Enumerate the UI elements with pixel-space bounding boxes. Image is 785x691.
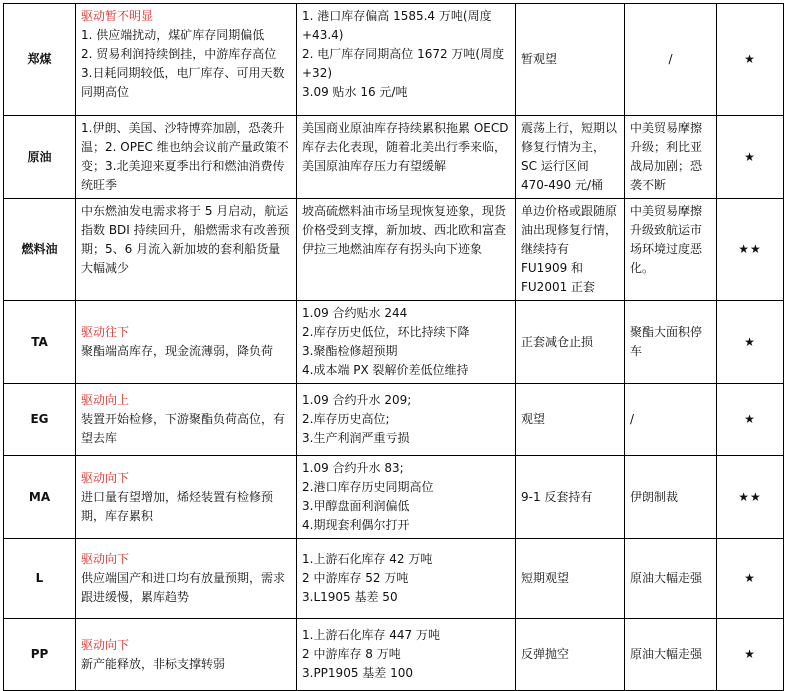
table-row [4,4,784,116]
table-row [4,539,784,619]
commodity-name: 燃料油 [4,199,76,301]
table-row [4,301,784,384]
inventory-line: 2.库存历史高位; [302,412,390,426]
inventory-line: 1.09 合约贴水 244 [302,306,408,320]
fundamental-line: 1. 供应端扰动，煤矿库存同期偏低 [81,28,265,42]
commodity-name: L [4,539,76,619]
inventory-line: 1.上游石化库存 447 万吨 [302,628,440,642]
fundamentals-cell [76,384,297,456]
risk-cell: 原油大幅走强 [625,539,717,619]
inventory-line: 3.甲醇盘面利润偏低 [302,499,410,513]
commodity-name: PP [4,619,76,691]
strategy-cell: 9-1 反套持有 [516,456,625,539]
fundamentals-cell [76,619,297,691]
inventory-line: 3.聚酯检修超预期 [302,344,398,358]
fundamental-line: 装置开始检修，下游聚酯负荷高位，有望去库 [81,412,286,445]
inventory-line: 2.港口库存历史同期高位 [302,480,434,494]
risk-cell: 伊朗制裁 [625,456,717,539]
commodity-name: 郑煤 [4,4,76,116]
rating-stars: ★ [717,4,784,116]
table-row [4,619,784,691]
inventory-line: 坡高硫燃料油市场呈现恢复迹象，现货价格受到支撑，新加坡、西北欧和富查伊拉三地燃油库存有拐头向下迹象 [302,204,507,256]
driver-label: 驱动向下 [81,637,130,652]
inventory-line: 2. 电厂库存同期高位 1672 万吨(周度+32) [302,47,505,80]
commodity-strategy-table [3,3,784,691]
inventory-line: 4.期现套利偶尔打开 [302,518,410,532]
fundamentals-cell [76,199,297,301]
fundamentals-cell [76,539,297,619]
rating-stars: ★ [717,301,784,384]
inventory-line: 3.L1905 基差 50 [302,590,398,604]
inventory-cell [297,116,516,199]
strategy-cell: 震荡上行，短期以修复行情为主，SC 运行区间 470-490 元/桶 [516,116,625,199]
fundamentals-cell [76,301,297,384]
commodity-name: 原油 [4,116,76,199]
inventory-line: 1.上游石化库存 42 万吨 [302,552,433,566]
commodity-name: TA [4,301,76,384]
inventory-cell [297,4,516,116]
rating-stars: ★★ [717,456,784,539]
table-row [4,199,784,301]
inventory-cell [297,301,516,384]
table-row [4,456,784,539]
rating-stars: ★ [717,539,784,619]
table-row [4,116,784,199]
rating-stars: ★★ [717,199,784,301]
fundamentals-cell [76,116,297,199]
commodity-name: EG [4,384,76,456]
inventory-line: 1.09 合约升水 209; [302,393,412,407]
inventory-line: 4.成本端 PX 裂解价差低位维持 [302,363,469,377]
risk-cell: 原油大幅走强 [625,619,717,691]
risk-cell: 聚酯大面积停车 [625,301,717,384]
inventory-line: 2 中游库存 52 万吨 [302,571,409,585]
fundamental-line: 聚酯端高库存，现金流薄弱，降负荷 [81,344,274,358]
fundamentals-cell [76,456,297,539]
inventory-line: 3.09 贴水 16 元/吨 [302,85,408,99]
inventory-line: 3.PP1905 基差 100 [302,666,413,680]
fundamental-line: 1.伊朗、美国、沙特博弈加剧，恐袭升温；2. OPEC 维也纳会议前产量政策不变；3.北美迎来夏季出行和燃油消费传统旺季 [81,121,289,192]
commodity-name: MA [4,456,76,539]
strategy-cell: 反弹抛空 [516,619,625,691]
fundamentals-cell [76,4,297,116]
fundamental-line: 新产能释放，非标支撑转弱 [81,656,226,671]
strategy-cell: 单边价格或跟随原油出现修复行情，继续持有 FU1909 和 FU2001 正套 [516,199,625,301]
rating-stars: ★ [717,619,784,691]
driver-label: 驱动向上 [81,393,130,407]
driver-label: 驱动向下 [81,470,130,485]
inventory-line: 美国商业原油库存持续累积拖累 OECD 库存去化表现，随着北美出行季来临，美国原油库存压力有望缓解 [302,121,509,173]
strategy-cell: 正套减仓止损 [516,301,625,384]
fundamental-line: 中东燃油发电需求将于 5 月启动，航运指数 BDI 持续回升，船燃需求有改善预期；5、6 月流入新加坡的套利船货量大幅减少 [81,204,290,275]
fundamental-line: 2. 贸易利润持续倒挂，中游库存高位 3.日耗同期较低，电厂库存、可用天数同期高位 [81,47,285,99]
rating-stars: ★ [717,384,784,456]
rating-stars: ★ [717,116,784,199]
inventory-cell [297,539,516,619]
inventory-cell [297,199,516,301]
driver-label: 驱动往下 [81,325,130,339]
risk-cell: 中美贸易摩擦升级致航运市场环境过度恶化。 [625,199,717,301]
risk-cell: 中美贸易摩擦升级；利比亚战局加剧；恐袭不断 [625,116,717,199]
risk-cell: / [625,384,717,456]
driver-label: 驱动向下 [81,552,130,566]
driver-label: 驱动暂不明显 [81,9,154,23]
inventory-cell [297,456,516,539]
fundamental-line: 进口量有望增加，烯烃装置有检修预期，库存累积 [81,489,274,523]
table-row [4,384,784,456]
strategy-cell: 观望 [516,384,625,456]
inventory-line: 2.库存历史低位，环比持续下降 [302,325,470,339]
strategy-cell: 暂观望 [516,4,625,116]
inventory-cell [297,619,516,691]
risk-cell: / [625,4,717,116]
inventory-line: 2 中游库存 8 万吨 [302,647,401,661]
strategy-cell: 短期观望 [516,539,625,619]
inventory-line: 1.09 合约升水 83; [302,461,404,475]
fundamental-line: 供应端国产和进口均有放量预期，需求跟进缓慢，累库趋势 [81,571,286,604]
inventory-cell [297,384,516,456]
inventory-line: 1. 港口库存偏高 1585.4 万吨(周度+43.4) [302,9,492,42]
inventory-line: 3.生产利润严重亏损 [302,431,410,445]
